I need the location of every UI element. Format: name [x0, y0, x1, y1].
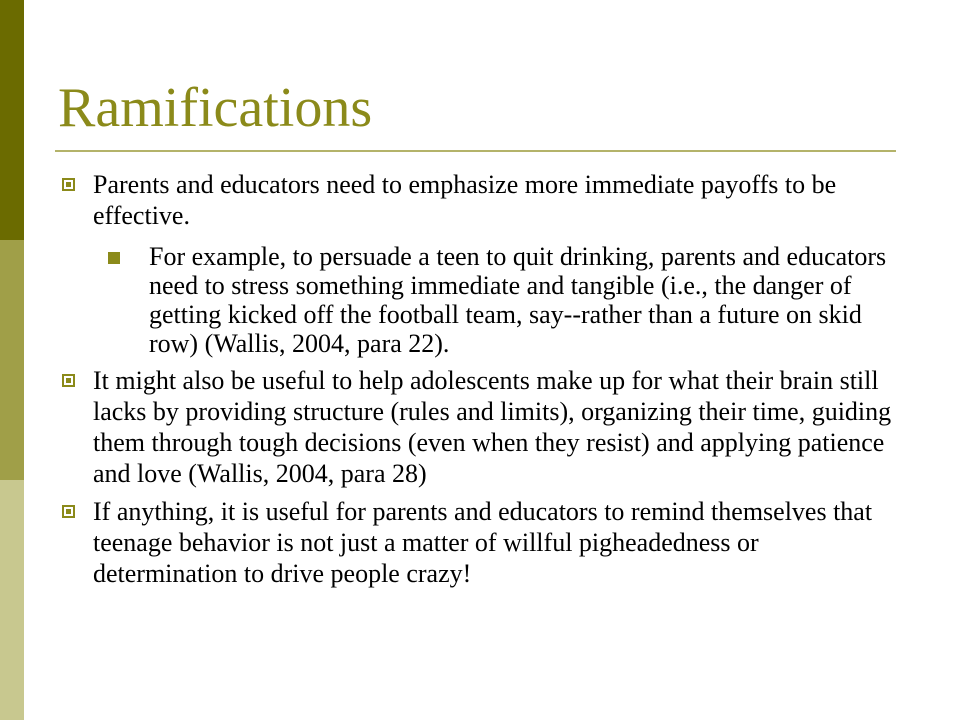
bullet-text: If anything, it is useful for parents and educators to remind themselves that teenage behavior is not just a matter of willful pigheadedness or determination to drive people crazy!: [93, 497, 873, 588]
square-filled-bullet-icon: [108, 252, 120, 264]
slide-content: [60, 169, 900, 596]
square-outline-bullet-icon: [62, 178, 75, 191]
bullet-list: [60, 169, 900, 589]
sub-bullet-list: [93, 242, 900, 358]
bullet-item-2: [60, 365, 900, 489]
bullet-item-1: [60, 169, 900, 358]
sidebar-stripe-bottom: [0, 480, 24, 720]
bullet-item-3: [60, 496, 900, 589]
bullet-text: Parents and educators need to emphasize more immediate payoffs to be effective.: [93, 170, 837, 230]
title-divider: [55, 150, 896, 152]
sidebar-stripe-top: [0, 0, 24, 240]
sub-bullet-item-1: [93, 242, 900, 358]
bullet-text: It might also be useful to help adolescents make up for what their brain still lacks by providing structure (rules and limits), organizing their time, guiding them through tough decisions (even when they resist) and applying patience and love (Wallis, 2004, para 28): [93, 366, 892, 488]
square-outline-bullet-icon: [62, 505, 75, 518]
square-outline-bullet-icon: [62, 374, 75, 387]
sidebar-stripe-middle: [0, 240, 24, 480]
slide-title: Ramifications: [58, 77, 373, 139]
sub-bullet-text: For example, to persuade a teen to quit drinking, parents and educators need to stress something immediate and tangible (i.e., the danger of getting kicked off the football team, say--rather than a future on skid row) (Wallis, 2004, para 22).: [149, 242, 887, 358]
